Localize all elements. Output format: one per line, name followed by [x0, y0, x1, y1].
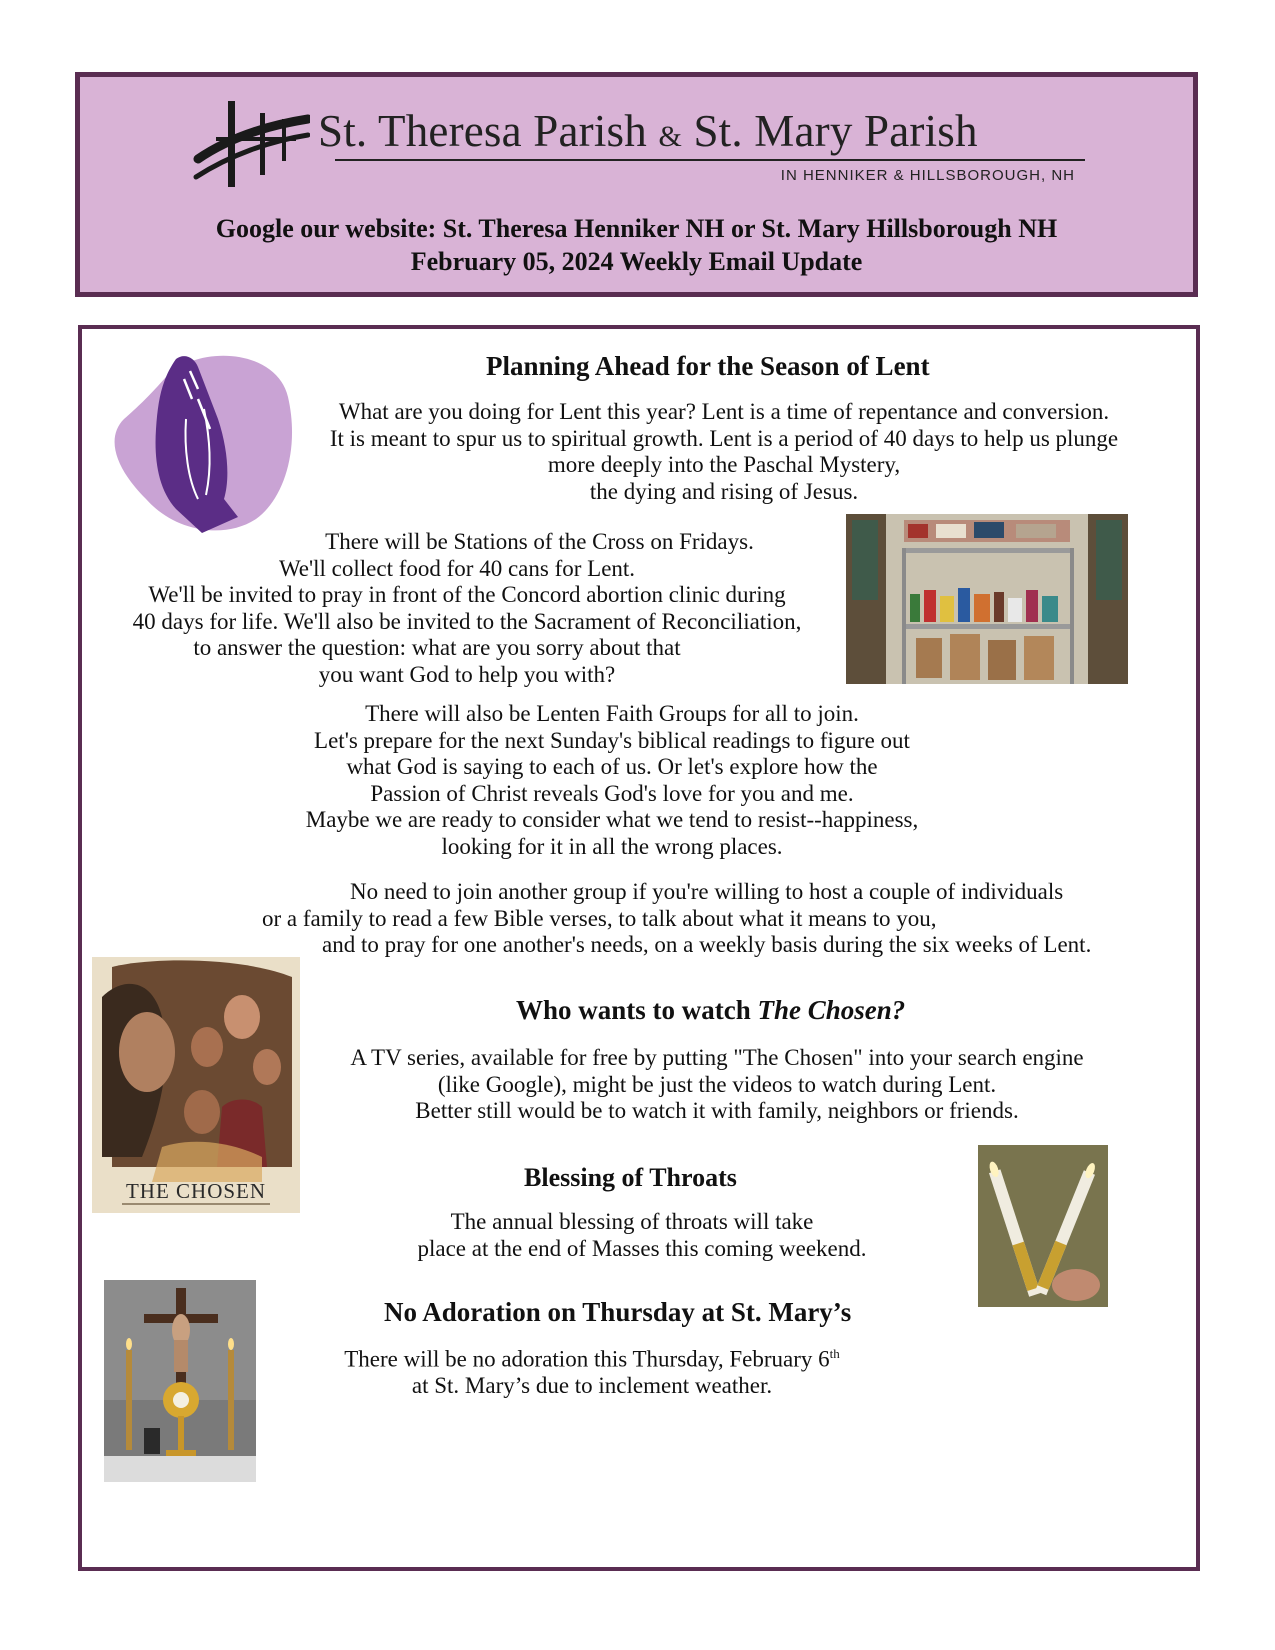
- poster-title: THE CHOSEN: [125, 1179, 267, 1203]
- chosen-line: (like Google), might be just the videos to watch during Lent.: [437, 1071, 997, 1097]
- poster-artwork: [92, 957, 300, 1213]
- lent-p1-line: the dying and rising of Jesus.: [589, 478, 859, 504]
- adoration-line-1: [322, 1341, 862, 1373]
- date-line: February 05, 2024 Weekly Email Update: [410, 247, 863, 276]
- logo-underline: [335, 159, 1085, 161]
- adoration-line-2: at St. Mary’s due to inclement weather.: [411, 1373, 773, 1399]
- lent-p4-line: and to pray for one another's needs, on a weekly basis during the six weeks of Lent.: [322, 932, 1092, 957]
- lent-heading: Planning Ahead for the Season of Lent: [486, 351, 930, 381]
- lent-p3-line: what God is saying to each of us. Or let's explore how the: [346, 754, 878, 779]
- logo-wordmark: [318, 105, 978, 157]
- chosen-heading-prefix: Who wants to watch: [516, 995, 758, 1025]
- adoration-paragraph: [322, 1341, 862, 1400]
- lent-p2-line: We'll collect food for 40 cans for Lent.: [278, 555, 636, 581]
- cross-logo-icon: [190, 97, 310, 192]
- crossed-candles-photo: [978, 1145, 1108, 1307]
- chosen-heading-title: The Chosen?: [757, 995, 906, 1025]
- praying-hands-icon: [106, 349, 294, 534]
- website-line: Google our website: St. Theresa Henniker NH or St. Mary Hillsborough NH: [215, 214, 1058, 243]
- adoration-heading: No Adoration on Thursday at St. Mary’s: [384, 1297, 852, 1327]
- chosen-line: A TV series, available for free by putting "The Chosen" into your search engine: [350, 1045, 1084, 1070]
- lent-p1-line: more deeply into the Paschal Mystery,: [547, 452, 901, 477]
- throats-line: place at the end of Masses this coming weekend.: [417, 1235, 867, 1261]
- throats-paragraph: [382, 1209, 902, 1262]
- throats-heading: Blessing of Throats: [524, 1163, 737, 1192]
- chosen-paragraph: [322, 1045, 1112, 1125]
- adoration-ordinal-suffix: th: [829, 1346, 840, 1361]
- lent-paragraph-4: [262, 879, 1142, 959]
- chosen-heading: [516, 995, 905, 1026]
- lent-p1-line: It is meant to spur us to spiritual growth. Lent is a period of 40 days to help us plunge: [329, 425, 1119, 451]
- food-pantry-photo: [846, 514, 1128, 684]
- lent-p2-line: you want God to help you with?: [318, 661, 616, 687]
- lent-p2-line: We'll be invited to pray in front of the Concord abortion clinic during: [148, 582, 786, 607]
- lent-p1-line: What are you doing for Lent this year? Lent is a time of repentance and conversion.: [338, 399, 1110, 424]
- lent-paragraph-1: [304, 399, 1144, 505]
- logo-ampersand: &: [658, 120, 682, 153]
- altar-monstrance-photo: [104, 1280, 256, 1482]
- content-box: [78, 325, 1200, 1571]
- poster-subtitle-rule: [122, 1203, 270, 1205]
- logo-subtitle: IN HENNIKER & HILLSBOROUGH, NH: [780, 167, 1075, 184]
- lent-p3-line: looking for it in all the wrong places.: [441, 833, 783, 859]
- parish-logo: [190, 97, 1090, 192]
- lent-p3-line: Let's prepare for the next Sunday's biblical readings to figure out: [314, 727, 910, 753]
- lent-p3-line: There will also be Lenten Faith Groups for all to join.: [365, 701, 859, 726]
- lent-p4-line: or a family to read a few Bible verses, to talk about what it means to you,: [262, 905, 937, 931]
- adoration-line-1-text: There will be no adoration this Thursday, February 6: [344, 1346, 830, 1372]
- chosen-line: Better still would be to watch it with family, neighbors or friends.: [415, 1098, 1019, 1123]
- throats-line: The annual blessing of throats will take: [450, 1209, 814, 1234]
- the-chosen-poster: [92, 957, 300, 1213]
- lent-paragraph-3: [232, 701, 992, 860]
- logo-name-theresa: St. Theresa Parish: [318, 106, 647, 156]
- lent-p2-line: 40 days for life. We'll also be invited to the Sacrament of Reconciliation,: [132, 608, 802, 634]
- logo-name-mary: St. Mary Parish: [693, 106, 978, 156]
- lent-paragraph-2: [92, 529, 842, 688]
- lent-p2-line: to answer the question: what are you sorry about that: [193, 635, 681, 660]
- lent-p4-line: No need to join another group if you're willing to host a couple of individuals: [350, 879, 1064, 904]
- header-banner: [75, 72, 1198, 297]
- lent-p3-line: Maybe we are ready to consider what we tend to resist--happiness,: [305, 807, 919, 832]
- lent-p2-line: There will be Stations of the Cross on Fridays.: [325, 529, 754, 554]
- lent-p3-line: Passion of Christ reveals God's love for you and me.: [370, 780, 854, 806]
